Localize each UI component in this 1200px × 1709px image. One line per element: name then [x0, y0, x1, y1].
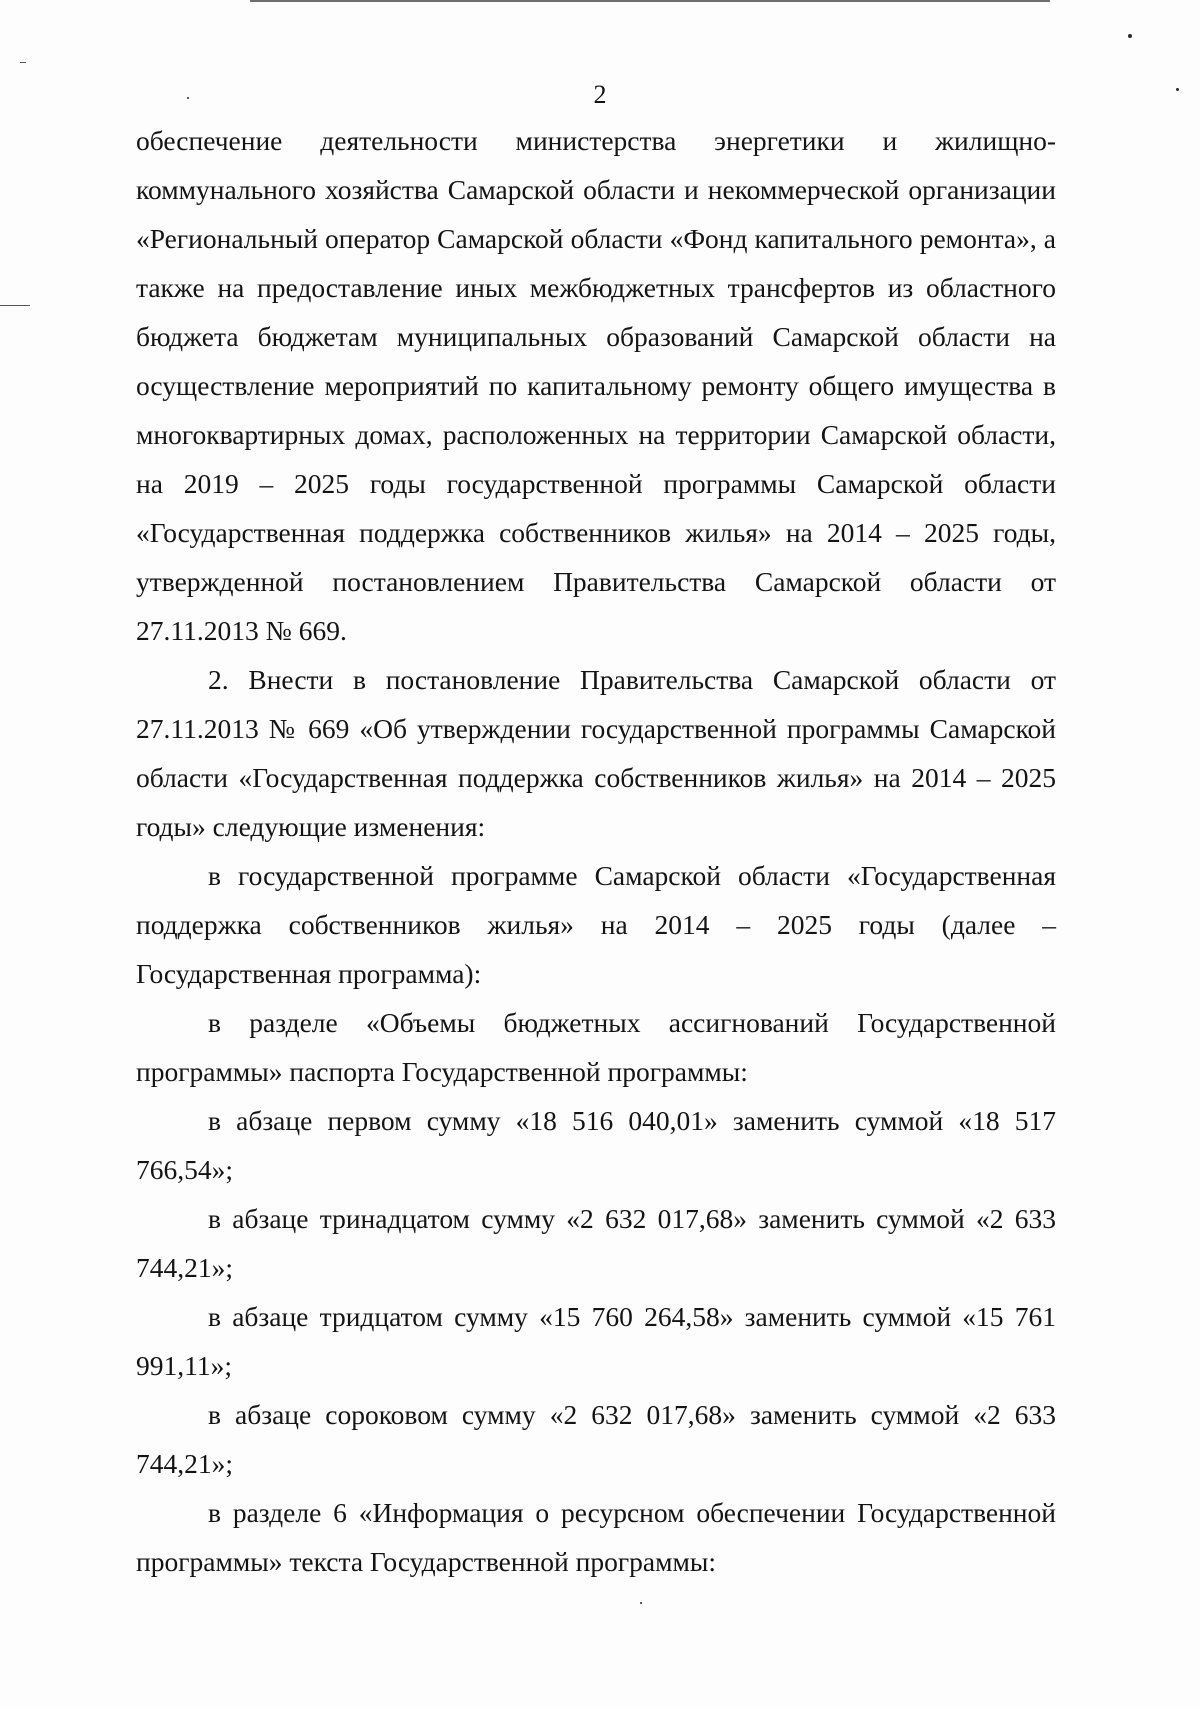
- scan-top-edge: [250, 0, 1050, 2]
- paragraph-section-6: в разделе 6 «Информация о ресурсном обеспечении Государственной программы» текста Государственной программы:: [136, 1497, 1056, 1577]
- paragraph-continuation: обеспечение деятельности министерства энергетики и жилищно-коммунального хозяйства Самарской области и некоммерческой организации «Региональный оператор Самарской области «Фонд капитального ремонта», а также на предоставление иных межбюджетных трансфертов из областного бюджета бюджетам муниципальных образований Самарской области на осуществление мероприятий по капитальному ремонту общего имущества в многоквартирных домах, расположенных на территории Самарской области, на 2019 – 2025 годы государственной программы Самарской области «Государственная поддержка собственников жилья» на 2014 – 2025 годы, утвержденной постановлением Правительства Самарской области от 27.11.2013 № 669.: [136, 125, 1056, 646]
- paragraph-program-changes: в государственной программе Самарской области «Государственная поддержка собственников жилья» на 2014 – 2025 годы (далее – Государственная программа):: [136, 860, 1056, 989]
- scan-speck: [187, 97, 189, 99]
- paragraph-amendment-13: в абзаце тринадцатом сумму «2 632 017,68» заменить суммой «2 633 744,21»;: [136, 1203, 1056, 1283]
- margin-mark: [0, 305, 30, 306]
- page-number: 2: [593, 80, 607, 109]
- paragraph-amendment-40: в абзаце сороковом сумму «2 632 017,68» заменить суммой «2 633 744,21»;: [136, 1399, 1056, 1479]
- margin-mark: [20, 62, 26, 63]
- document-body: [136, 116, 1056, 1586]
- paragraph-amendment-30: в абзаце тридцатом сумму «15 760 264,58» заменить суммой «15 761 991,11»;: [136, 1301, 1056, 1381]
- scan-speck: [1128, 34, 1132, 38]
- scan-speck: [1176, 88, 1179, 91]
- scan-speck: [640, 1602, 642, 1604]
- paragraph-amendment-1: в абзаце первом сумму «18 516 040,01» заменить суммой «18 517 766,54»;: [136, 1105, 1056, 1185]
- paragraph-passport-section: в разделе «Объемы бюджетных ассигнований Государственной программы» паспорта Государственной программы:: [136, 1007, 1056, 1087]
- paragraph-item-2: 2. Внести в постановление Правительства Самарской области от 27.11.2013 № 669 «Об утверждении государственной программы Самарской области «Государственная поддержка собственников жилья» на 2014 – 2025 годы» следующие изменения:: [136, 664, 1056, 842]
